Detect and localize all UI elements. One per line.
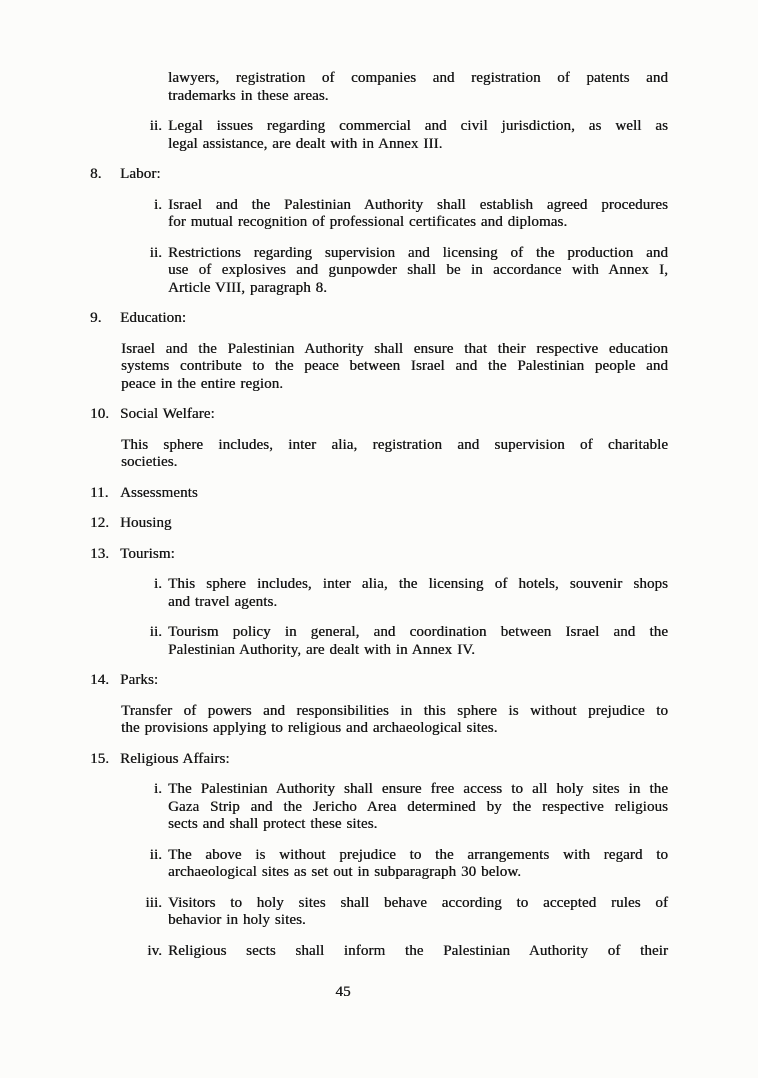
item-label: Parks: [120, 672, 159, 688]
paragraph [121, 703, 668, 738]
list-item-14 [90, 672, 758, 690]
text-line: lawyers, registration of companies and registration of patents and [168, 70, 668, 86]
item-label: Assessments [120, 484, 198, 501]
text-line: trademarks in these areas. [168, 87, 329, 104]
text-line: The Palestinian Authority shall ensure free access to all holy sites in the [168, 781, 668, 797]
text-line: legal assistance, are dealt with in Annex III. [168, 135, 443, 152]
item-number: 14. [90, 672, 110, 688]
text-line: archaeological sites as set out in subparagraph 30 below. [168, 864, 522, 880]
continuation-text [168, 70, 668, 105]
item-number: 9. [90, 310, 102, 326]
text-line: Legal issues regarding commercial and civil jurisdiction, as well as [168, 118, 668, 134]
sub-item-text [168, 576, 668, 611]
list-item-13 [90, 546, 758, 564]
sub-item-iii [134, 895, 758, 930]
text-line: Restrictions regarding supervision and licensing of the production and [168, 244, 668, 261]
sub-item-numeral: i. [153, 196, 162, 213]
item-label: Tourism: [120, 545, 175, 562]
sub-item-numeral: iii. [145, 894, 162, 911]
text-line: sects and shall protect these sites. [168, 816, 378, 832]
text-line: This sphere includes, inter alia, registration and supervision of charitable [121, 436, 668, 453]
paragraph [121, 341, 668, 394]
sub-item-numeral: ii. [149, 118, 162, 134]
text-line: Palestinian Authority, are dealt with in Annex IV. [168, 641, 475, 658]
text-line: Gaza Strip and the Jericho Area determined by the respective religious [168, 798, 668, 815]
list-item-10 [90, 406, 758, 424]
item-label: Religious Affairs: [120, 750, 230, 767]
sub-item-text [168, 624, 668, 659]
item-label: Labor: [120, 166, 161, 182]
sub-item-numeral: i. [153, 781, 162, 797]
text-line: use of explosives and gunpowder shall be in accordance with Annex I, [168, 262, 668, 278]
text-line: Religious sects shall inform the Palestinian Authority of their [168, 942, 668, 959]
sub-item-text [168, 943, 668, 961]
sub-item-numeral: ii. [149, 624, 162, 640]
list-item-9 [90, 310, 758, 328]
sub-item-text [168, 781, 668, 834]
sub-item-ii [134, 624, 758, 659]
text-line: for mutual recognition of professional certificates and diplomas. [168, 214, 568, 230]
text-line: Tourism policy in general, and coordination between Israel and the [168, 624, 668, 640]
list-item-15 [90, 751, 758, 769]
sub-item-i [134, 197, 758, 232]
item-label: Social Welfare: [120, 406, 215, 422]
page-number: 45 [335, 984, 351, 1000]
item-number: 12. [90, 515, 110, 531]
sub-item-numeral: ii. [149, 244, 162, 261]
text-line: peace in the entire region. [121, 375, 284, 392]
item-number: 10. [90, 406, 110, 422]
paragraph [121, 437, 668, 472]
list-item-8 [90, 166, 758, 184]
sub-item-text [168, 197, 668, 232]
sub-item-ii [134, 118, 758, 153]
item-label: Education: [120, 310, 186, 326]
sub-item-text [168, 245, 668, 298]
text-line: societies. [121, 454, 178, 470]
item-number: 8. [90, 166, 102, 182]
list-item-12 [90, 515, 758, 533]
sub-item-text [168, 895, 668, 930]
text-line: systems contribute to the peace between Israel and the Palestinian people and [121, 358, 668, 374]
sub-item-iv [134, 943, 758, 961]
text-line: Israel and the Palestinian Authority shall establish agreed procedures [168, 196, 668, 213]
sub-item-ii [134, 847, 758, 882]
list-item-11 [90, 485, 758, 503]
sub-item-ii [134, 245, 758, 298]
sub-item-numeral: iv. [147, 942, 162, 959]
sub-item-text [168, 118, 668, 153]
text-line: Visitors to holy sites shall behave according to accepted rules of [168, 894, 668, 911]
document-body [0, 70, 758, 960]
text-line: and travel agents. [168, 593, 278, 610]
sub-item-i [134, 781, 758, 834]
sub-item-i [134, 576, 758, 611]
text-line: Israel and the Palestinian Authority shall ensure that their respective education [121, 340, 668, 357]
text-line: The above is without prejudice to the arrangements with regard to [168, 846, 668, 863]
item-number: 15. [90, 750, 110, 767]
text-line: This sphere includes, inter alia, the licensing of hotels, souvenir shops [168, 576, 668, 592]
sub-item-text [168, 847, 668, 882]
sub-item-numeral: ii. [149, 846, 162, 863]
item-label: Housing [120, 515, 172, 531]
text-line: behavior in holy sites. [168, 912, 306, 928]
text-line: Article VIII, paragraph 8. [168, 279, 328, 296]
text-line: Transfer of powers and responsibilities in this sphere is without prejudice to [121, 702, 668, 719]
text-line: the provisions applying to religious and archaeological sites. [121, 720, 498, 736]
item-number: 13. [90, 545, 110, 562]
item-number: 11. [90, 484, 109, 501]
sub-item-numeral: i. [153, 576, 162, 592]
